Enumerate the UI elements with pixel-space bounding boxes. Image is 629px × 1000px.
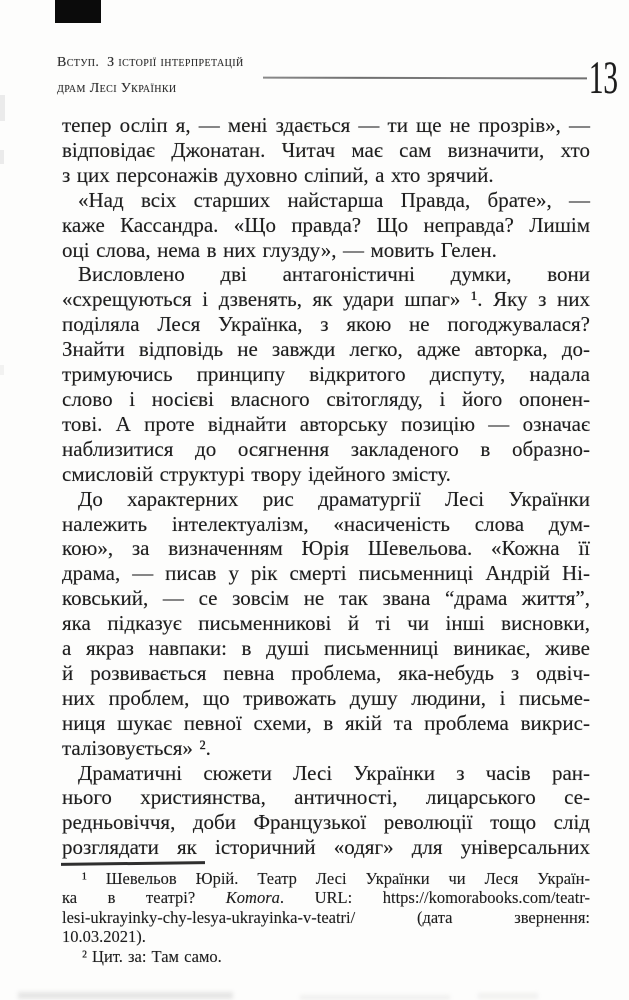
text-segment: До характерних рис драматургії Лесі Українки <box>78 486 590 511</box>
text-segment: належить інтелектуалізм, «насиченість слова дум- <box>62 511 590 536</box>
text-segment: редньовіччя, доби Французької революції тощо слід <box>62 810 590 835</box>
text-segment: відповідає Джонатан. Читач має сам визначити, хто <box>62 137 590 162</box>
text-line <box>62 736 590 761</box>
body-text <box>62 113 590 860</box>
text-segment: драма, — писав у рік смерті письменниці Андрій Ні- <box>62 561 590 586</box>
text-segment: смисловій структурі твору ідейного змісту. <box>62 461 451 486</box>
text-line <box>62 761 590 786</box>
text-line <box>62 947 590 966</box>
running-title-line1: Вступ. З історії інтерпретацій <box>57 55 244 70</box>
text-line <box>62 238 590 263</box>
text-segment: тепер осліп я, — мені здається — ти ще не прозрів», — <box>62 113 590 137</box>
header-rule <box>263 77 587 80</box>
text-segment: ¹ Шевельов Юрій. Театр Лесі Українки чи Леся Україн- <box>82 869 590 888</box>
scan-bottom-stain <box>300 995 450 1000</box>
text-line <box>62 213 590 238</box>
text-segment: них проблем, що тривожать душу людини, і письме- <box>62 685 590 710</box>
text-segment: Висловлено дві антагоністичні думки, вони <box>78 262 590 287</box>
text-line <box>62 908 590 927</box>
text-line <box>62 810 590 835</box>
text-segment: Знайти відповідь не завжди легко, адже авторка, до- <box>62 337 590 362</box>
text-segment: ² Цит. за: Там само. <box>82 946 222 966</box>
text-segment: нього християнства, античності, лицарського се- <box>62 785 590 810</box>
text-line <box>62 437 590 462</box>
text-line <box>62 586 590 611</box>
text-segment: й розвивається певна проблема, яка-небудь з одвіч- <box>62 660 590 685</box>
text-line <box>62 412 590 437</box>
page-number: 13 <box>588 52 618 104</box>
scan-edge-mark <box>0 150 4 164</box>
text-line <box>62 262 590 287</box>
text-segment: оці слова, нема в них глузду», — мовить Гелен. <box>62 237 497 262</box>
text-segment: ка в театрі? <box>62 888 226 908</box>
text-segment: наблизитися до осягнення закладеного в образно- <box>62 436 590 461</box>
text-segment: а якраз навпаки: в душі письменниці виникає, живе <box>62 636 590 661</box>
text-line <box>62 487 590 512</box>
text-segment: яка підказує письменникові й ті чи інші висновки, <box>62 611 590 636</box>
text-segment: розглядати як історичний «одяг» для універсальних <box>62 835 590 860</box>
text-line <box>62 888 590 907</box>
footnote-separator <box>61 861 205 865</box>
text-segment: тримуючись принципу відкритого диспуту, надала <box>62 362 590 387</box>
text-line <box>62 869 590 888</box>
text-line <box>62 611 590 636</box>
text-line <box>62 337 590 362</box>
text-line <box>62 835 590 860</box>
text-line <box>62 785 590 810</box>
scan-edge-mark <box>0 365 4 375</box>
text-line <box>62 561 590 586</box>
scan-bottom-stain <box>18 992 233 999</box>
text-segment: каже Кассандра. «Що правда? Що неправда? Лишім <box>62 212 590 237</box>
text-line <box>62 113 590 138</box>
text-line <box>62 512 590 537</box>
text-segment: кою», за визначенням Юрія Шевельова. «Кожна її <box>62 536 590 561</box>
scan-edge-mark <box>0 95 5 121</box>
text-segment: талізовується» ². <box>62 735 211 760</box>
text-line <box>62 163 590 188</box>
scan-artifact-black-box <box>55 0 101 23</box>
text-line <box>62 536 590 561</box>
text-segment: ковський, — се зовсім не так звана “драма життя”, <box>62 586 590 611</box>
text-line <box>62 188 590 213</box>
running-header <box>57 56 244 95</box>
text-segment: ниця шукає певної схеми, в якій та проблема викрис- <box>62 710 590 735</box>
text-line <box>62 636 590 661</box>
text-line <box>62 661 590 686</box>
text-segment: з цих персонажів духовно сліпий, а хто зрячий. <box>62 162 494 187</box>
text-line <box>62 138 590 163</box>
text-segment: 10.03.2021). <box>62 927 146 947</box>
text-line <box>62 686 590 711</box>
text-line <box>62 287 590 312</box>
footnotes <box>62 869 590 966</box>
italic-text: Komora <box>225 888 280 908</box>
text-segment: lesi-ukrayinky-chy-lesya-ukrayinka-v-teatri/ (дата звернення: <box>62 907 590 927</box>
text-segment: «схрещуються і дзвенять, як удари шпаг» ¹. Яку з них <box>62 287 590 312</box>
text-segment: тові. А проте віднайти авторську позицію — означає <box>62 411 590 436</box>
text-line <box>62 362 590 387</box>
text-line <box>62 387 590 412</box>
text-segment: Драматичні сюжети Лесі Українки з часів ран- <box>78 760 590 785</box>
text-line <box>62 711 590 736</box>
scan-bottom-stain <box>478 993 538 999</box>
text-segment: поділяла Леся Українка, з якою не погоджувалася? <box>62 312 590 337</box>
text-line <box>62 462 590 487</box>
text-segment: «Над всіх старших найстарша Правда, брате», — <box>78 187 590 212</box>
running-title-line2: драм Лесі Українки <box>57 81 177 96</box>
text-segment: . URL: https://komorabooks.com/teatr- <box>279 888 590 908</box>
text-line <box>62 312 590 337</box>
text-segment: слово і носієві власного світогляду, і його опонен- <box>62 386 590 411</box>
text-line <box>62 927 590 946</box>
